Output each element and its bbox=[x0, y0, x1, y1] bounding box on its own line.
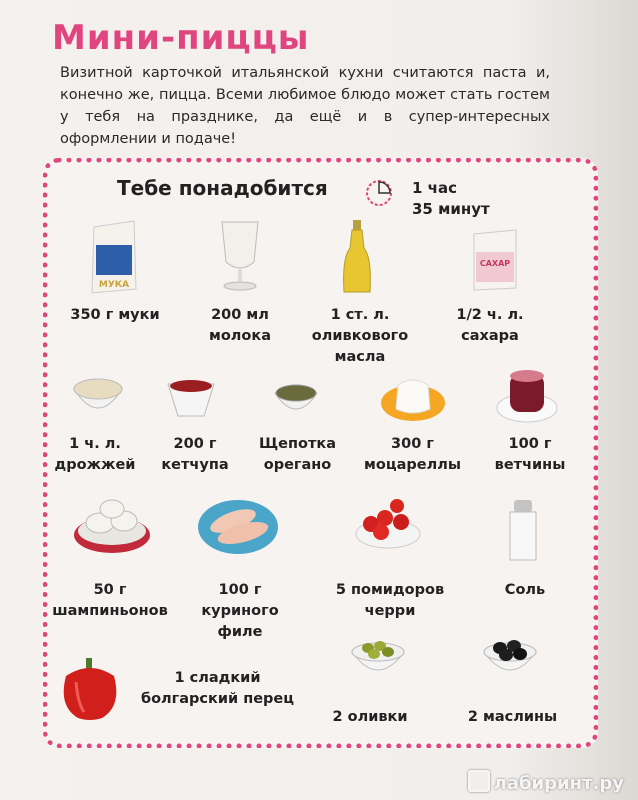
oregano-bowl-icon bbox=[272, 379, 320, 419]
cooking-time-hours: 1 час bbox=[412, 179, 457, 197]
ingredient-label: 2 оливки bbox=[332, 709, 408, 725]
watermark bbox=[468, 770, 624, 794]
green-olives-bowl-icon bbox=[348, 634, 408, 684]
cooking-time-minutes: 35 минут bbox=[412, 200, 490, 218]
page-title: Мини-пиццы bbox=[52, 18, 310, 58]
ingredient-label: 200 г кетчупа bbox=[161, 436, 229, 473]
ingredient-label: 1/2 ч. л. сахара bbox=[456, 307, 524, 344]
bell-pepper-icon bbox=[58, 656, 122, 722]
milk-glass-icon bbox=[218, 218, 262, 292]
cooking-time bbox=[412, 178, 490, 220]
ketchup-bowl-icon bbox=[166, 376, 216, 420]
ingredient-label: 1 ч. л. дрожжей bbox=[54, 436, 136, 473]
clock-icon bbox=[364, 178, 394, 208]
sugar-bag-icon bbox=[470, 226, 520, 292]
mushrooms-plate-icon bbox=[72, 493, 152, 555]
ingredient-label: 350 г муки bbox=[70, 307, 160, 323]
salt-shaker-icon bbox=[506, 498, 540, 564]
yeast-bowl-icon bbox=[70, 375, 126, 421]
ingredient-label: 100 г ветчины bbox=[494, 436, 566, 473]
ingredient-label: Щепотка орегано bbox=[258, 436, 337, 473]
ingredients-heading: Тебе понадобится bbox=[117, 176, 328, 200]
ingredient-label: Соль bbox=[504, 582, 546, 598]
cherry-tomatoes-plate-icon bbox=[355, 494, 421, 550]
ingredient-label: 50 г шампиньонов bbox=[52, 582, 168, 619]
ingredient-label: 5 помидоров черри bbox=[335, 582, 445, 619]
ingredient-label: 100 г куриного филе bbox=[201, 582, 279, 640]
svg-text:САХАР: САХАР bbox=[479, 259, 511, 268]
intro-paragraph: Визитной карточкой итальянской кухни считаются паста и, конечно же, пицца. Всеми любимое блюдо может стать гостем у тебя на празднике, да ещё и в супер-интересных оформлении и подаче! bbox=[60, 65, 550, 147]
labirint-logo-icon bbox=[468, 770, 490, 792]
mozzarella-plate-icon bbox=[380, 373, 446, 423]
ingredient-label: 200 мл молока bbox=[208, 307, 272, 344]
ingredient-label: 1 ст. л. оливкового масла bbox=[311, 307, 409, 365]
ingredient-label: 300 г моцареллы bbox=[364, 436, 461, 473]
olive-oil-bottle-icon bbox=[340, 218, 374, 296]
ham-plate-icon bbox=[496, 366, 558, 426]
svg-text:МУКА: МУКА bbox=[98, 280, 130, 290]
flour-bag-icon bbox=[88, 215, 140, 295]
black-olives-bowl-icon bbox=[480, 634, 540, 684]
chicken-fillet-plate-icon bbox=[197, 497, 279, 555]
watermark-text: лабиринт.ру bbox=[493, 773, 624, 794]
ingredient-label: 1 сладкий болгарский перец bbox=[140, 670, 295, 707]
ingredient-label: 2 маслины bbox=[467, 709, 558, 725]
